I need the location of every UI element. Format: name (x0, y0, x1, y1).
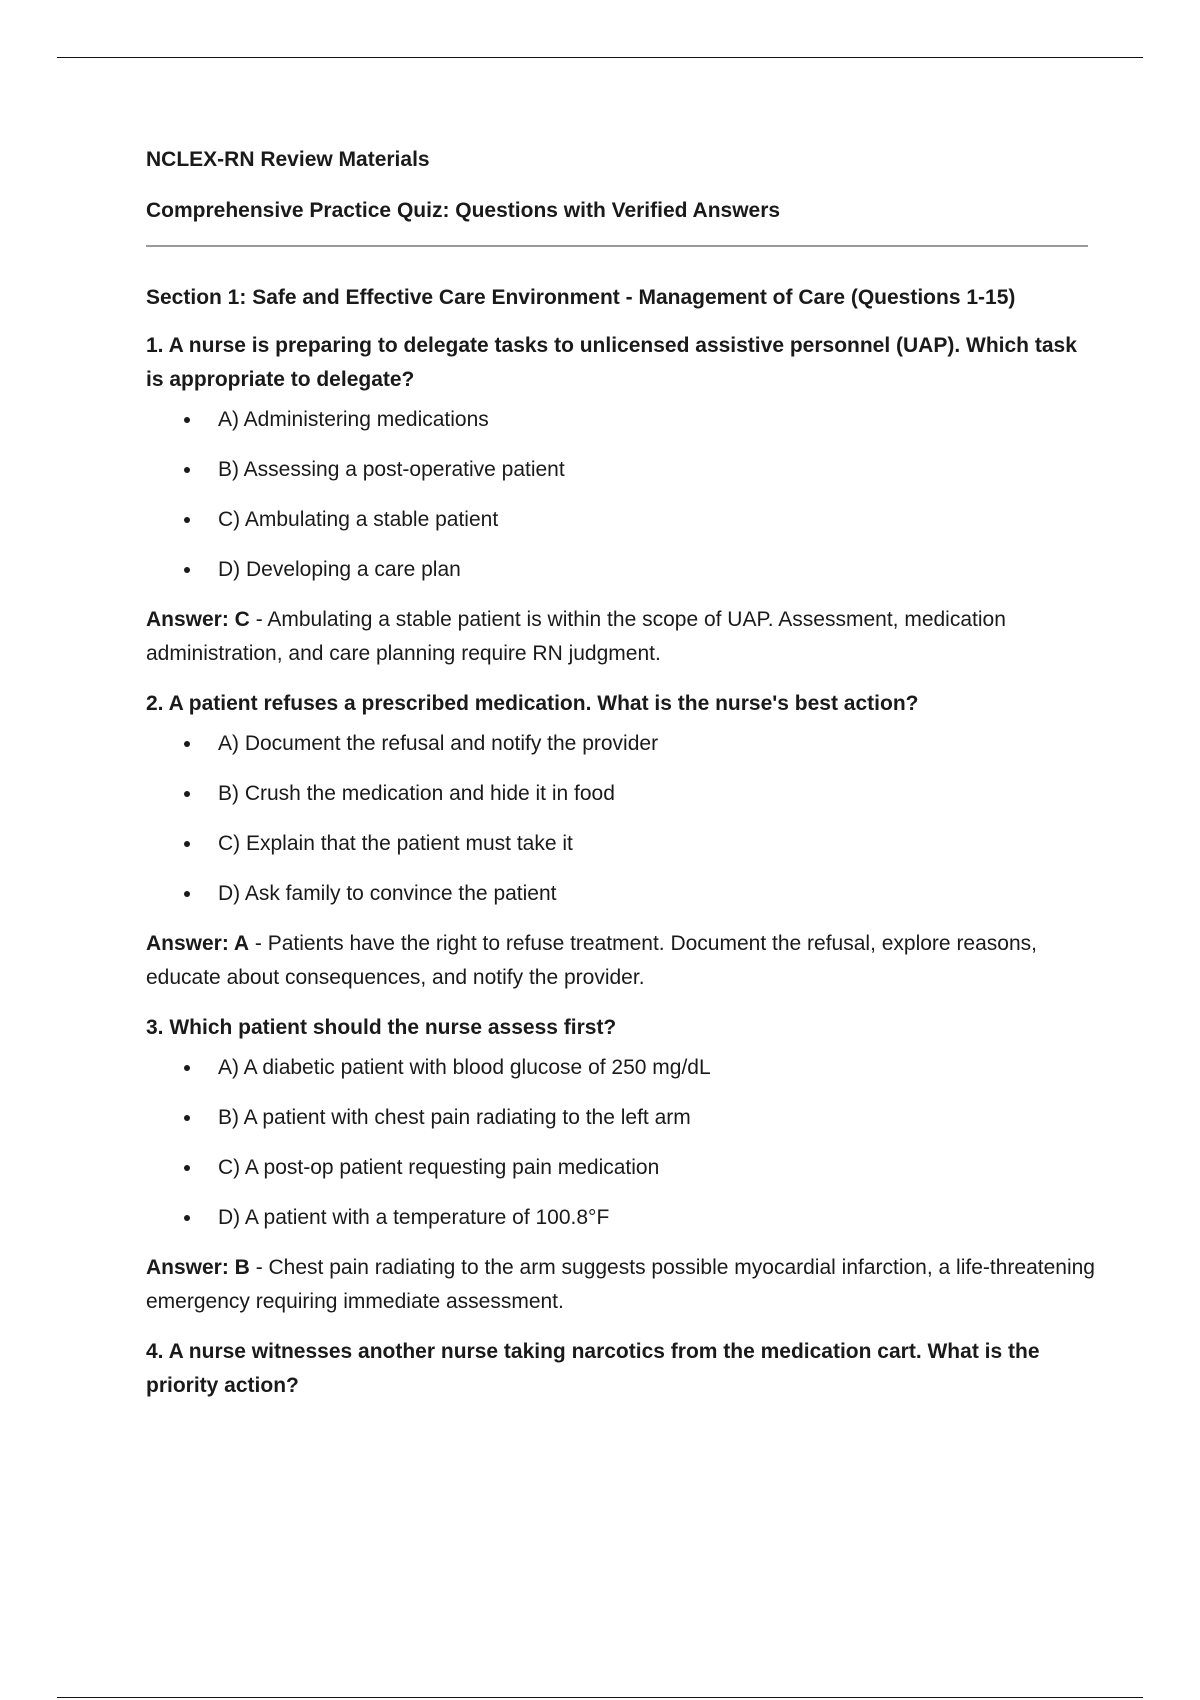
title-divider (146, 245, 1088, 247)
answer-explanation: - Chest pain radiating to the arm suggests possible myocardial infarction, a life-threatening emergency requiring immediate assessment. (146, 1256, 1095, 1313)
answer-explanation: - Patients have the right to refuse treatment. Document the refusal, explore reasons, educate about consequences, and notify the provider. (146, 932, 1037, 989)
option-text: A) A diabetic patient with blood glucose of 250 mg/dL (218, 1056, 711, 1079)
question-3 (146, 1011, 1096, 1319)
option-text: C) A post-op patient requesting pain medication (218, 1156, 660, 1179)
question-4 (146, 1335, 1096, 1403)
option-list (146, 403, 1096, 603)
option-list (146, 1051, 1096, 1251)
option-item (146, 877, 1096, 927)
option-text: D) Ask family to convince the patient (218, 882, 557, 905)
option-text: C) Ambulating a stable patient (218, 508, 499, 531)
option-text: A) Administering medications (218, 408, 489, 431)
option-item (146, 727, 1096, 777)
option-text: D) Developing a care plan (218, 558, 461, 581)
bullet-icon (184, 841, 190, 847)
option-item (146, 503, 1096, 553)
question-stem: 3. Which patient should the nurse assess first? (146, 1016, 617, 1039)
document-title: NCLEX-RN Review Materials (146, 148, 430, 171)
answer-label: Answer: C (146, 608, 250, 631)
bullet-icon (184, 467, 190, 473)
option-item (146, 553, 1096, 603)
answer-label: Answer: A (146, 932, 250, 955)
option-text: A) Document the refusal and notify the provider (218, 732, 659, 755)
option-item (146, 1151, 1096, 1201)
bullet-icon (184, 1165, 190, 1171)
option-item (146, 827, 1096, 877)
option-item (146, 1101, 1096, 1151)
option-item (146, 777, 1096, 827)
document-body (146, 145, 1096, 1403)
option-item (146, 403, 1096, 453)
answer (146, 603, 1096, 671)
question-2 (146, 687, 1096, 995)
question-stem: 4. A nurse witnesses another nurse taking narcotics from the medication cart. What is the priority action? (146, 1340, 1040, 1397)
option-text: B) Crush the medication and hide it in food (218, 782, 615, 805)
page-top-rule (57, 57, 1143, 58)
bullet-icon (184, 791, 190, 797)
option-text: D) A patient with a temperature of 100.8°F (218, 1206, 610, 1229)
bullet-icon (184, 1115, 190, 1121)
option-item (146, 1201, 1096, 1251)
document-subtitle: Comprehensive Practice Quiz: Questions with Verified Answers (146, 199, 781, 222)
answer-explanation: - Ambulating a stable patient is within the scope of UAP. Assessment, medication administration, and care planning require RN judgment. (146, 608, 1006, 665)
option-item (146, 1051, 1096, 1101)
question-stem: 2. A patient refuses a prescribed medication. What is the nurse's best action? (146, 692, 919, 715)
section-heading: Section 1: Safe and Effective Care Environment - Management of Care (Questions 1-15) (146, 286, 1016, 309)
page-bottom-rule (57, 1697, 1143, 1698)
answer (146, 1251, 1096, 1319)
option-text: C) Explain that the patient must take it (218, 832, 573, 855)
option-text: B) A patient with chest pain radiating to the left arm (218, 1106, 691, 1129)
answer (146, 927, 1096, 995)
question-stem: 1. A nurse is preparing to delegate tasks to unlicensed assistive personnel (UAP). Which task is appropriate to delegate? (146, 334, 1077, 391)
bullet-icon (184, 417, 190, 423)
bullet-icon (184, 1215, 190, 1221)
bullet-icon (184, 567, 190, 573)
bullet-icon (184, 891, 190, 897)
answer-label: Answer: B (146, 1256, 250, 1279)
bullet-icon (184, 1065, 190, 1071)
option-text: B) Assessing a post-operative patient (218, 458, 565, 481)
bullet-icon (184, 517, 190, 523)
bullet-icon (184, 741, 190, 747)
option-item (146, 453, 1096, 503)
question-1 (146, 329, 1096, 671)
option-list (146, 727, 1096, 927)
